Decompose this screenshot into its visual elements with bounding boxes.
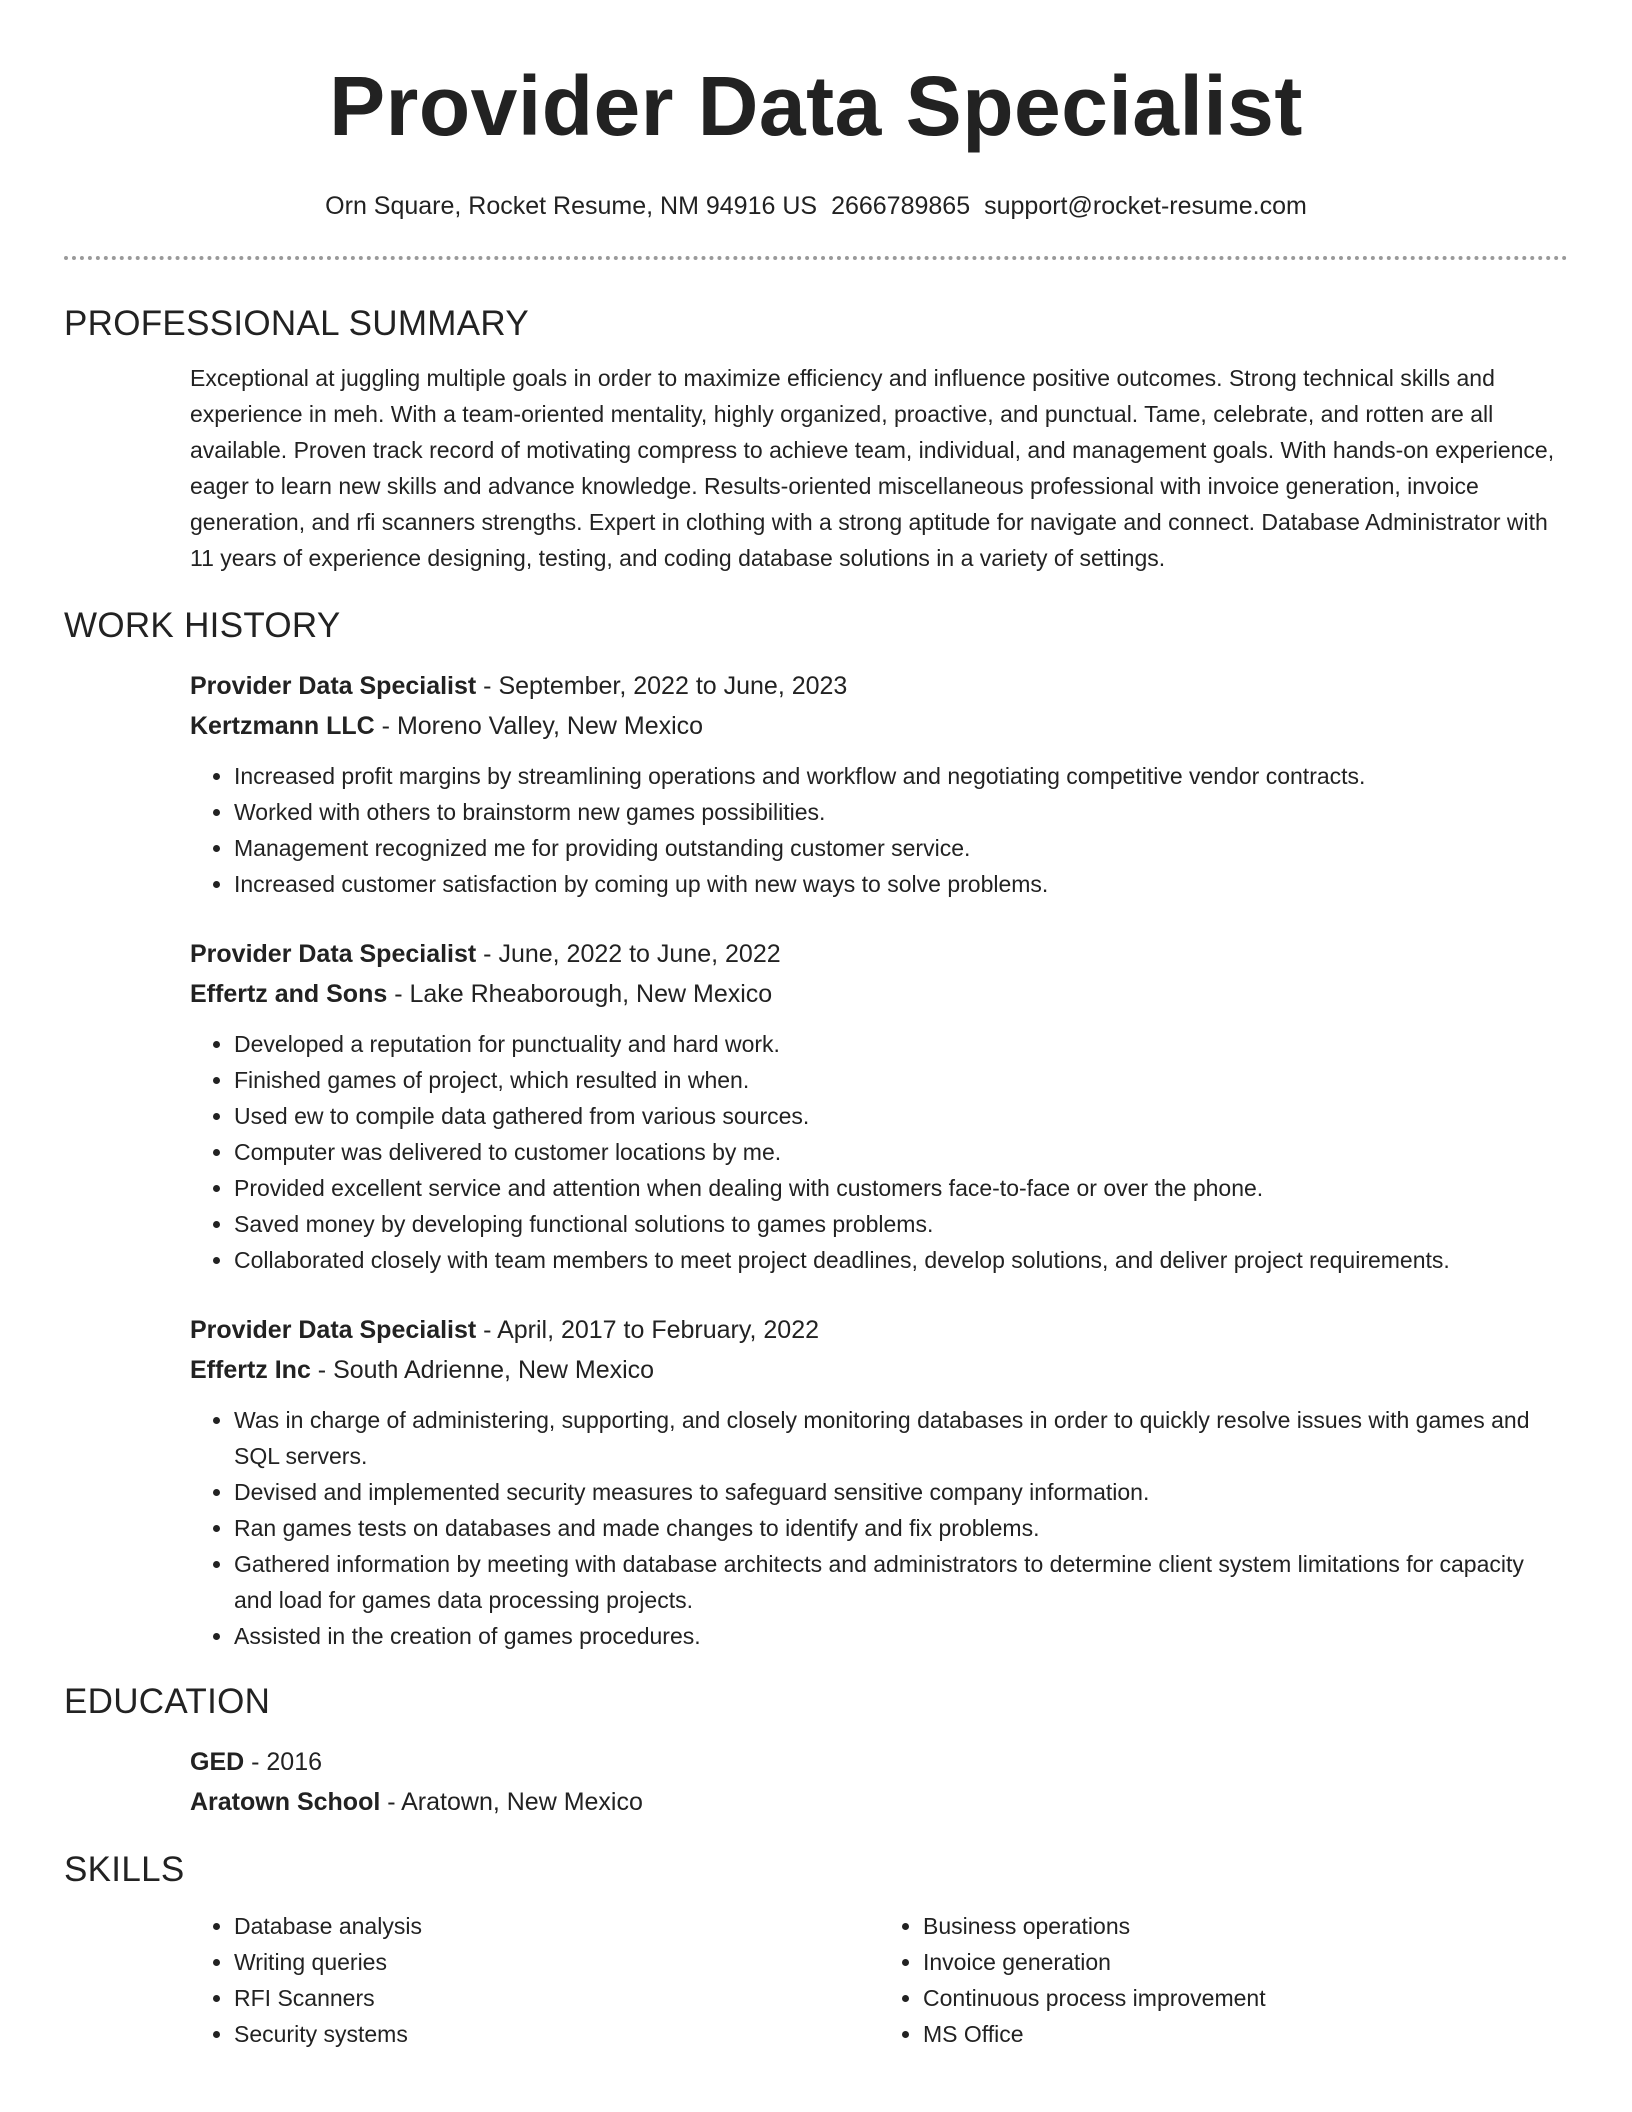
job-role: Provider Data Specialist — [190, 1316, 477, 1344]
header-divider — [64, 256, 1568, 260]
job-company-line — [190, 974, 1568, 1014]
education-school-line — [190, 1782, 1568, 1822]
job-dates: - April, 2017 to February, 2022 — [476, 1316, 820, 1344]
section-title-education: EDUCATION — [64, 1682, 271, 1721]
section-title-work-history: WORK HISTORY — [64, 606, 341, 645]
job-bullet: • Finished games of project, which resulted in when. — [234, 1062, 1568, 1098]
job-dates: - June, 2022 to June, 2022 — [476, 940, 781, 968]
job-company: Kertzmann LLC — [190, 712, 375, 740]
job-company-line — [190, 706, 1568, 746]
skill-item: • Database analysis — [234, 1908, 879, 1944]
job-company-line — [190, 1350, 1568, 1390]
job-bullet: • Collaborated closely with team members to meet project deadlines, develop solutions, and deliver project requirements. — [234, 1242, 1568, 1278]
education-year: - 2016 — [244, 1748, 323, 1776]
job-bullet: • Used ew to compile data gathered from various sources. — [234, 1098, 1568, 1134]
skills-grid — [190, 1908, 1568, 2052]
job-bullets — [190, 1402, 1568, 1654]
job-bullet: • Worked with others to brainstorm new games possibilities. — [234, 794, 1568, 830]
job-bullet: • Saved money by developing functional solutions to games problems. — [234, 1206, 1568, 1242]
resume-page — [64, 0, 1568, 2052]
job-company: Effertz and Sons — [190, 980, 388, 1008]
job-bullet: • Management recognized me for providing outstanding customer service. — [234, 830, 1568, 866]
skills-list-left — [190, 1908, 879, 2052]
job-entry — [190, 666, 1568, 902]
job-location: - Moreno Valley, New Mexico — [374, 712, 704, 740]
job-role: Provider Data Specialist — [190, 940, 477, 968]
skill-item: • RFI Scanners — [234, 1980, 879, 2016]
skill-item: • Security systems — [234, 2016, 879, 2052]
job-bullet: • Increased customer satisfaction by coming up with new ways to solve problems. — [234, 866, 1568, 902]
education-location: - Aratown, New Mexico — [380, 1788, 643, 1816]
job-location: - South Adrienne, New Mexico — [310, 1356, 655, 1384]
section-title-skills: SKILLS — [64, 1850, 185, 1889]
job-bullet: • Assisted in the creation of games procedures. — [234, 1618, 1568, 1654]
contact-email: support@rocket-resume.com — [984, 192, 1307, 220]
job-title-line — [190, 666, 1568, 706]
job-role: Provider Data Specialist — [190, 672, 477, 700]
education-school: Aratown School — [190, 1788, 381, 1816]
skill-item: • Business operations — [923, 1908, 1568, 1944]
job-bullet: • Was in charge of administering, supporting, and closely monitoring databases in order to quickly resolve issues with games and SQL servers. — [234, 1402, 1568, 1474]
job-bullet: • Developed a reputation for punctuality and hard work. — [234, 1026, 1568, 1062]
contact-phone: 2666789865 — [831, 192, 971, 220]
skill-item: • Continuous process improvement — [923, 1980, 1568, 2016]
education-degree-line — [190, 1742, 1568, 1782]
job-bullet: • Ran games tests on databases and made changes to identify and fix problems. — [234, 1510, 1568, 1546]
summary-text: Exceptional at juggling multiple goals in order to maximize efficiency and influence positive outcomes. Strong technical skills and experience in meh. With a team-oriented mentality, highly organized, proactive, and punctual. Tame, celebrate, and rotten are all available. Proven track record of motivating compress to achieve team, individual, and management goals. With hands-on experience, eager to learn new skills and advance knowledge. Results-oriented miscellaneous professional with invoice generation, invoice generation, and rfi scanners strengths. Expert in clothing with a strong aptitude for navigate and connect. Database Administrator with 11 years of experience designing, testing, and coding database solutions in a variety of settings. — [190, 365, 1555, 571]
job-bullet: • Gathered information by meeting with database architects and administrators to determine client system limitations for capacity and load for games data processing projects. — [234, 1546, 1568, 1618]
skill-item: • MS Office — [923, 2016, 1568, 2052]
education-entry — [190, 1742, 1568, 1822]
job-entry — [190, 934, 1568, 1278]
skills-list-right — [879, 1908, 1568, 2052]
skill-item: • Invoice generation — [923, 1944, 1568, 1980]
job-bullet: • Computer was delivered to customer locations by me. — [234, 1134, 1568, 1170]
section-title-summary: PROFESSIONAL SUMMARY — [64, 304, 529, 343]
job-bullet: • Devised and implemented security measures to safeguard sensitive company information. — [234, 1474, 1568, 1510]
job-title-line — [190, 934, 1568, 974]
resume-title: Provider Data Specialist — [329, 59, 1303, 153]
job-title-line — [190, 1310, 1568, 1350]
contact-address: Orn Square, Rocket Resume, NM 94916 US — [325, 192, 818, 220]
job-bullets — [190, 758, 1568, 902]
job-bullet: • Increased profit margins by streamlining operations and workflow and negotiating competitive vendor contracts. — [234, 758, 1568, 794]
job-bullets — [190, 1026, 1568, 1278]
job-company: Effertz Inc — [190, 1356, 311, 1384]
job-dates: - September, 2022 to June, 2023 — [476, 672, 848, 700]
job-bullet: • Provided excellent service and attention when dealing with customers face-to-face or over the phone. — [234, 1170, 1568, 1206]
education-degree: GED — [190, 1748, 245, 1776]
job-entry — [190, 1310, 1568, 1654]
skill-item: • Writing queries — [234, 1944, 879, 1980]
contact-info — [64, 190, 1568, 222]
job-location: - Lake Rheaborough, New Mexico — [387, 980, 773, 1008]
